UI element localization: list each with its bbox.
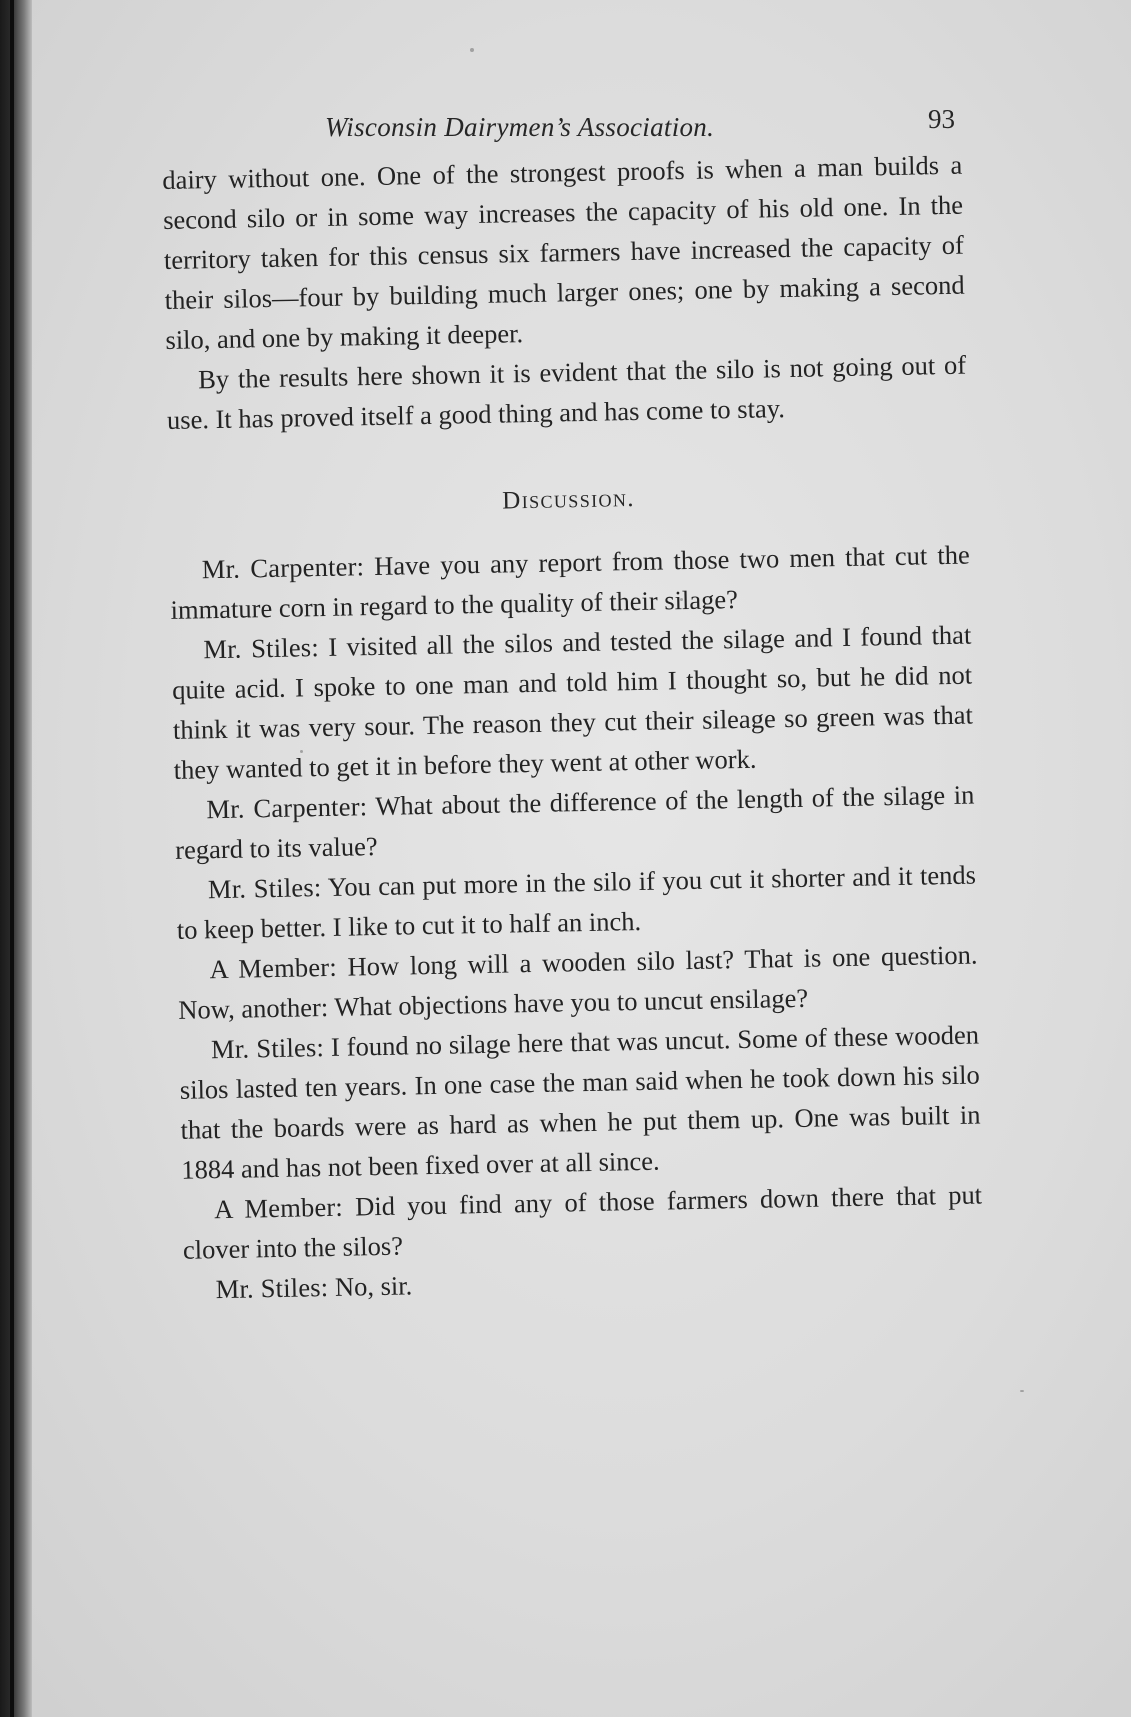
discussion-heading: Discussion.: [501, 484, 636, 515]
speech-paragraph: [169, 535, 970, 630]
page-number: 93: [928, 104, 955, 134]
page-header: [160, 102, 970, 152]
paper-speck: [1020, 1390, 1024, 1392]
speaker-name: A Member:: [213, 1191, 344, 1225]
speech-paragraph: [171, 615, 974, 790]
speaker-name: Mr. Stiles:: [210, 1032, 325, 1065]
speaker-name: Mr. Stiles:: [215, 1272, 329, 1305]
speech-paragraph: [174, 775, 975, 870]
speaker-name: Mr. Carpenter:: [201, 551, 365, 585]
speech-text: I found no silage here that was uncut. Some of these wooden silos lasted ten years. In one case the man said when he took down his silo that the boards were as hard as when he put them up. One was built in 1884 and has not been fixed over at all since.: [179, 1019, 981, 1185]
intro-paragraph-continued: dairy without one. One of the strongest proofs is when a man builds a second silo or in some way increases the capacity of his old one. In the territory taken for this census six farmers have increased the capacity of their silos—four by building much larger ones; one by making a second silo, and one by making it deeper.: [162, 149, 965, 355]
body-text: [162, 145, 984, 1310]
speech-paragraph: [176, 855, 977, 950]
speaker-name: Mr. Carpenter:: [206, 791, 368, 825]
speech-text: Did you find any of those farmers down there that put clover into the silos?: [182, 1179, 983, 1265]
speech-paragraph: [177, 934, 978, 1029]
speech-paragraph: [179, 1014, 982, 1189]
paper-speck: [470, 48, 474, 52]
speech-text: How long will a wooden silo last? That is one question. Now, another: What objections have you to uncut ensilage?: [178, 939, 978, 1025]
intro-paragraph: By the results here shown it is evident that the silo is not going out of use. It has proved itself a good thing and has come to stay.: [166, 349, 967, 435]
speech-text: I visited all the silos and tested the silage and I found that quite acid. I spoke to one man and told him I thought so, but he did not think it was very sour. The reason they cut their sileage so green was that they wanted to get it in before they went at other work.: [171, 619, 974, 785]
speech-text: You can put more in the silo if you cut it shorter and it tends to keep better. I like to cut it to half an inch.: [176, 859, 977, 945]
speaker-name: Mr. Stiles:: [203, 632, 320, 665]
speech-text: No, sir.: [334, 1270, 413, 1302]
speech-paragraph: [182, 1174, 983, 1269]
speech-text: What about the difference of the length of the silage in regard to its value?: [174, 779, 975, 865]
speaker-name: A Member:: [209, 951, 338, 985]
binding-edge: [0, 0, 32, 1717]
running-head: Wisconsin Dairymen’s Association.: [325, 112, 715, 142]
spine-line: [10, 0, 14, 1717]
speech-text: Have you any report from those two men that cut the immature corn in regard to the quality of their silage?: [170, 539, 971, 625]
speaker-name: Mr. Stiles:: [207, 872, 322, 905]
